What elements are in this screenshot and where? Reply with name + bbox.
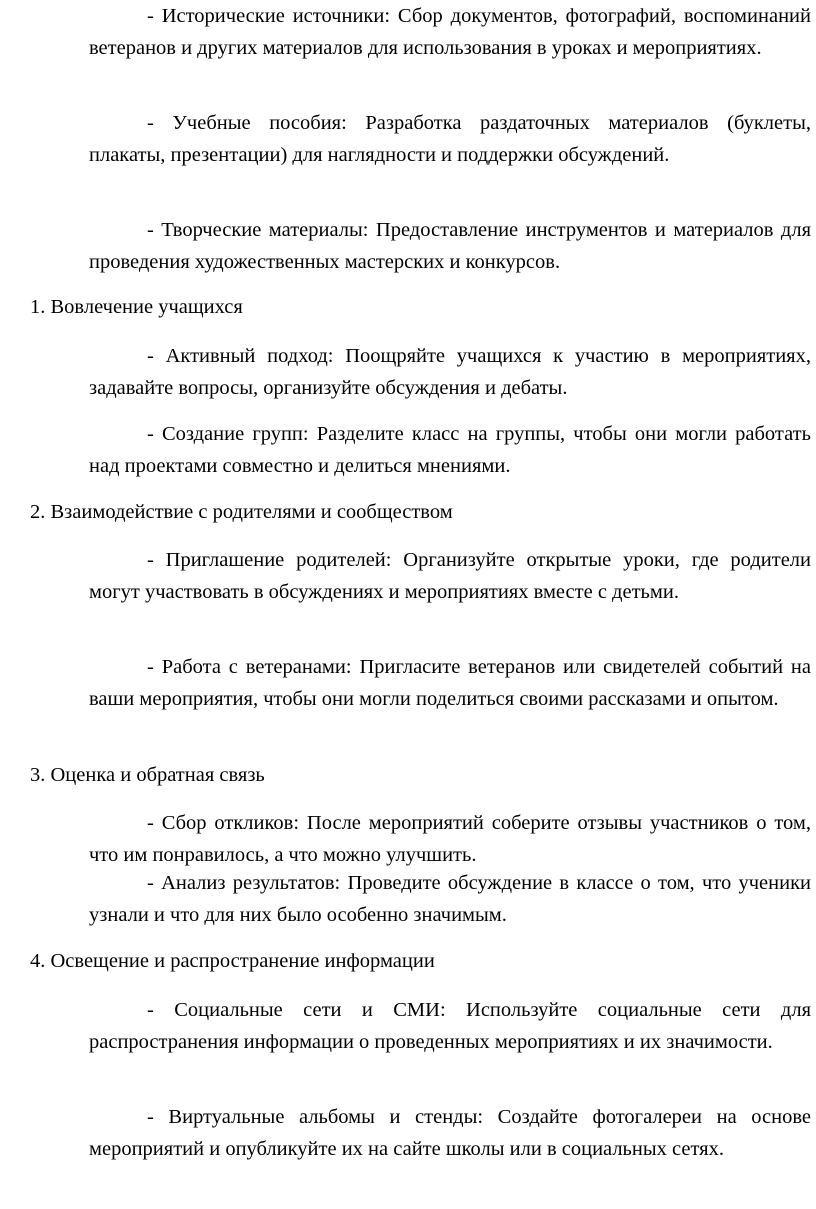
list-item-virtual-albums: - Виртуальные альбомы и стенды: Создайте фотогалереи на основе мероприятий и опубликуйте их на сайте школы или в социальных сетях. [89,1106,811,1160]
list-item-group-creation: - Создание групп: Разделите класс на группы, чтобы они могли работать над проектами совместно и делиться мнениями. [89,423,811,477]
list-item-working-with-veterans: - Работа с ветеранами: Пригласите ветеранов или свидетелей событий на ваши мероприятия, чтобы они могли поделиться своими рассказами и опытом. [89,656,811,710]
list-item-teaching-aids: - Учебные пособия: Разработка раздаточных материалов (буклеты, плакаты, презентации) для наглядности и поддержки обсуждений. [89,112,811,166]
section-heading-assessment-feedback: 3. Оценка и обратная связь [30,764,265,786]
list-item-creative-materials: - Творческие материалы: Предоставление инструментов и материалов для проведения художественных мастерских и конкурсов. [89,219,811,273]
list-item-social-media: - Социальные сети и СМИ: Используйте социальные сети для распространения информации о проведенных мероприятиях и их значимости. [89,999,811,1053]
list-item-historical-sources: - Исторические источники: Сбор документов, фотографий, воспоминаний ветеранов и других материалов для использования в уроках и мероприятиях. [89,5,811,59]
section-heading-parents-community: 2. Взаимодействие с родителями и сообществом [30,501,453,523]
list-item-active-approach: - Активный подход: Поощряйте учащихся к участию в мероприятиях, задавайте вопросы, организуйте обсуждения и дебаты. [89,345,811,399]
list-item-results-analysis: - Анализ результатов: Проведите обсуждение в классе о том, что ученики узнали и что для них было особенно значимым. [89,872,811,926]
list-item-collecting-feedback: - Сбор откликов: После мероприятий соберите отзывы участников о том, что им понравилось, а что можно улучшить. [89,812,811,866]
section-heading-information-coverage: 4. Освещение и распространение информации [30,950,435,972]
list-item-inviting-parents: - Приглашение родителей: Организуйте открытые уроки, где родители могут участвовать в обсуждениях и мероприятиях вместе с детьми. [89,549,811,603]
section-heading-student-engagement: 1. Вовлечение учащихся [30,296,243,318]
